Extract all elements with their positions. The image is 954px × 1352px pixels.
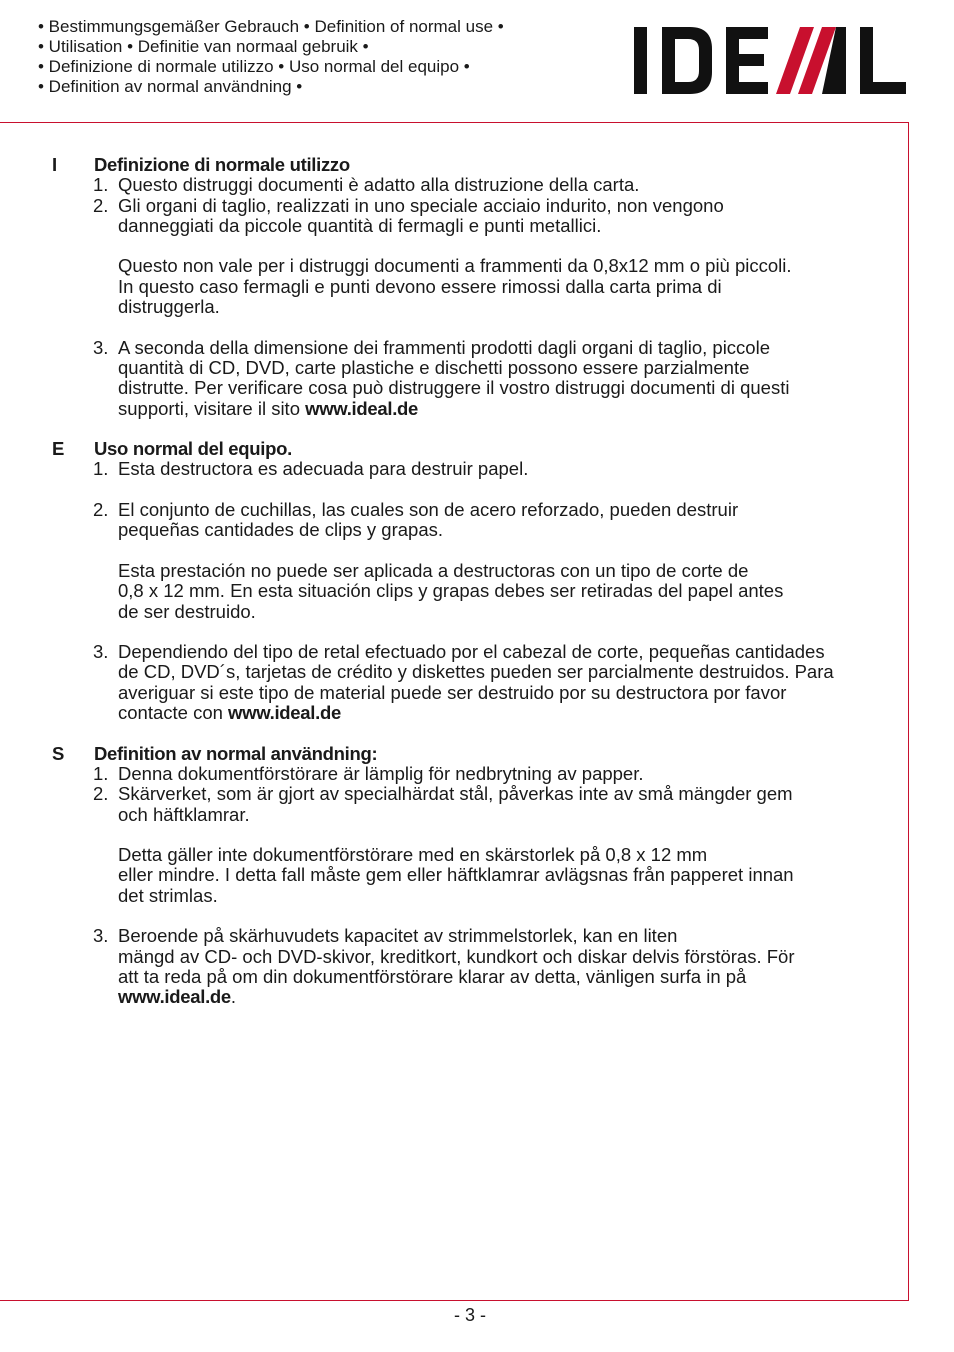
note-line: de ser destruido.	[118, 600, 256, 622]
item-text: .	[230, 986, 237, 1008]
language-code: E	[52, 438, 65, 460]
section-title: Definizione di normale utilizzo	[94, 154, 350, 175]
item-line: averiguar si este tipo de material puede ser destruido por su destructora por favor	[118, 681, 787, 703]
item-number: 1.	[93, 458, 109, 480]
item-line: mängd av CD- och DVD-skivor, kreditkort, kundkort och diskar delvis förstöras. För	[118, 945, 795, 967]
item-line: Denna dokumentförstörare är lämplig för nedbrytning av papper.	[118, 762, 644, 784]
note-line: Detta gäller inte dokumentförstörare med en skärstorlek på 0,8 x 12 mm	[118, 844, 708, 866]
header-line: • Definizione di normale utilizzo • Uso normal del equipo •	[38, 57, 470, 76]
list-item	[93, 174, 905, 196]
item-line: Beroende på skärhuvudets kapacitet av strimmelstorlek, kan en liten	[118, 925, 678, 947]
header-line: • Definition av normal användning •	[38, 77, 303, 96]
note-paragraph	[118, 561, 905, 622]
note-paragraph	[118, 256, 905, 317]
list-item	[93, 194, 905, 237]
item-line: att ta reda på om din dokumentförstörare klarar av detta, vänligen surfa in på	[118, 965, 747, 987]
item-line: danneggiati da piccole quantità di fermagli e punti metallici.	[118, 214, 602, 236]
item-line: distrutte. Per verificare cosa può distruggere il vostro distruggi documenti di questi	[118, 377, 790, 399]
note-line: distruggerla.	[118, 296, 220, 318]
item-line	[118, 987, 905, 1007]
item-line: El conjunto de cuchillas, las cuales son de acero reforzado, pueden destruir	[118, 499, 739, 521]
list-item	[93, 925, 905, 1008]
note-line: det strimlas.	[118, 884, 218, 906]
item-line: A seconda della dimensione dei frammenti prodotti dagli organi di taglio, piccole	[118, 336, 770, 358]
item-number: 2.	[93, 194, 109, 216]
item-number: 3.	[93, 641, 109, 663]
section-title: Uso normal del equipo.	[94, 438, 292, 460]
item-number: 1.	[93, 762, 109, 784]
website-link[interactable]: www.ideal.de	[305, 397, 419, 419]
list-item	[93, 641, 905, 724]
item-line: de CD, DVD´s, tarjetas de crédito y diskettes pueden ser parcialmente destruidos. Para	[118, 661, 834, 683]
header-line: • Utilisation • Definitie van normaal gebruik •	[38, 37, 369, 56]
item-number: 3.	[93, 336, 109, 358]
item-line	[118, 703, 905, 723]
list-item	[93, 499, 905, 541]
language-code: S	[52, 742, 65, 764]
item-line	[118, 399, 905, 419]
section-italian	[0, 155, 905, 419]
section-spanish	[0, 439, 905, 723]
item-line: Esta destructora es adecuada para destruir papel.	[118, 458, 529, 480]
frame-bottom-border	[0, 1300, 909, 1301]
document-body	[0, 155, 905, 1028]
page-number: - 3 -	[453, 1305, 486, 1325]
note-line: Esta prestación no puede ser aplicada a destructoras con un tipo de corte de	[118, 559, 749, 581]
item-number: 3.	[93, 925, 109, 947]
item-number: 1.	[93, 174, 109, 196]
item-line: quantità di CD, DVD, carte plastiche e dischetti possono essere parzialmente	[118, 356, 750, 378]
list-item	[93, 458, 905, 480]
item-line: Dependiendo del tipo de retal efectuado por el cabezal de corte, pequeñas cantidades	[118, 641, 825, 663]
item-number: 2.	[93, 499, 109, 521]
website-link[interactable]: www.ideal.de	[228, 702, 341, 724]
note-line: eller mindre. I detta fall måste gem eller häftklamrar avlägsnas från papperet innan	[118, 864, 794, 886]
section-title: Definition av normal användning:	[94, 742, 378, 764]
header-language-list	[38, 17, 504, 97]
item-line: Questo distruggi documenti è adatto alla distruzione della carta.	[118, 174, 640, 196]
item-number: 2.	[93, 783, 109, 805]
note-line: Questo non vale per i distruggi documenti a frammenti da 0,8x12 mm o più piccoli.	[118, 255, 792, 277]
list-item	[93, 762, 905, 784]
section-swedish	[0, 744, 905, 1008]
website-link[interactable]: www.ideal.de	[118, 986, 231, 1008]
item-text: contacte con	[118, 702, 229, 724]
note-line: In questo caso fermagli e punti devono essere rimossi dalla carta prima di	[118, 275, 722, 297]
list-item	[93, 336, 905, 419]
item-line: Gli organi di taglio, realizzati in uno speciale acciaio indurito, non vengono	[118, 194, 724, 216]
note-paragraph	[118, 845, 905, 906]
header-line: • Bestimmungsgemäßer Gebrauch • Definition of normal use •	[38, 17, 504, 36]
ideal-logo	[632, 24, 908, 96]
note-line: 0,8 x 12 mm. En esta situación clips y grapas debes ser retiradas del papel antes	[118, 580, 784, 602]
item-line: och häftklamrar.	[118, 803, 250, 825]
list-item	[93, 783, 905, 825]
language-code: I	[52, 154, 58, 175]
item-line: pequeñas cantidades de clips y grapas.	[118, 519, 443, 541]
item-line: Skärverket, som är gjort av specialhärdat stål, påverkas inte av små mängder gem	[118, 783, 793, 805]
frame-right-border	[908, 122, 909, 1301]
frame-top-border	[0, 122, 909, 123]
item-text: supporti, visitare il sito	[118, 397, 306, 419]
